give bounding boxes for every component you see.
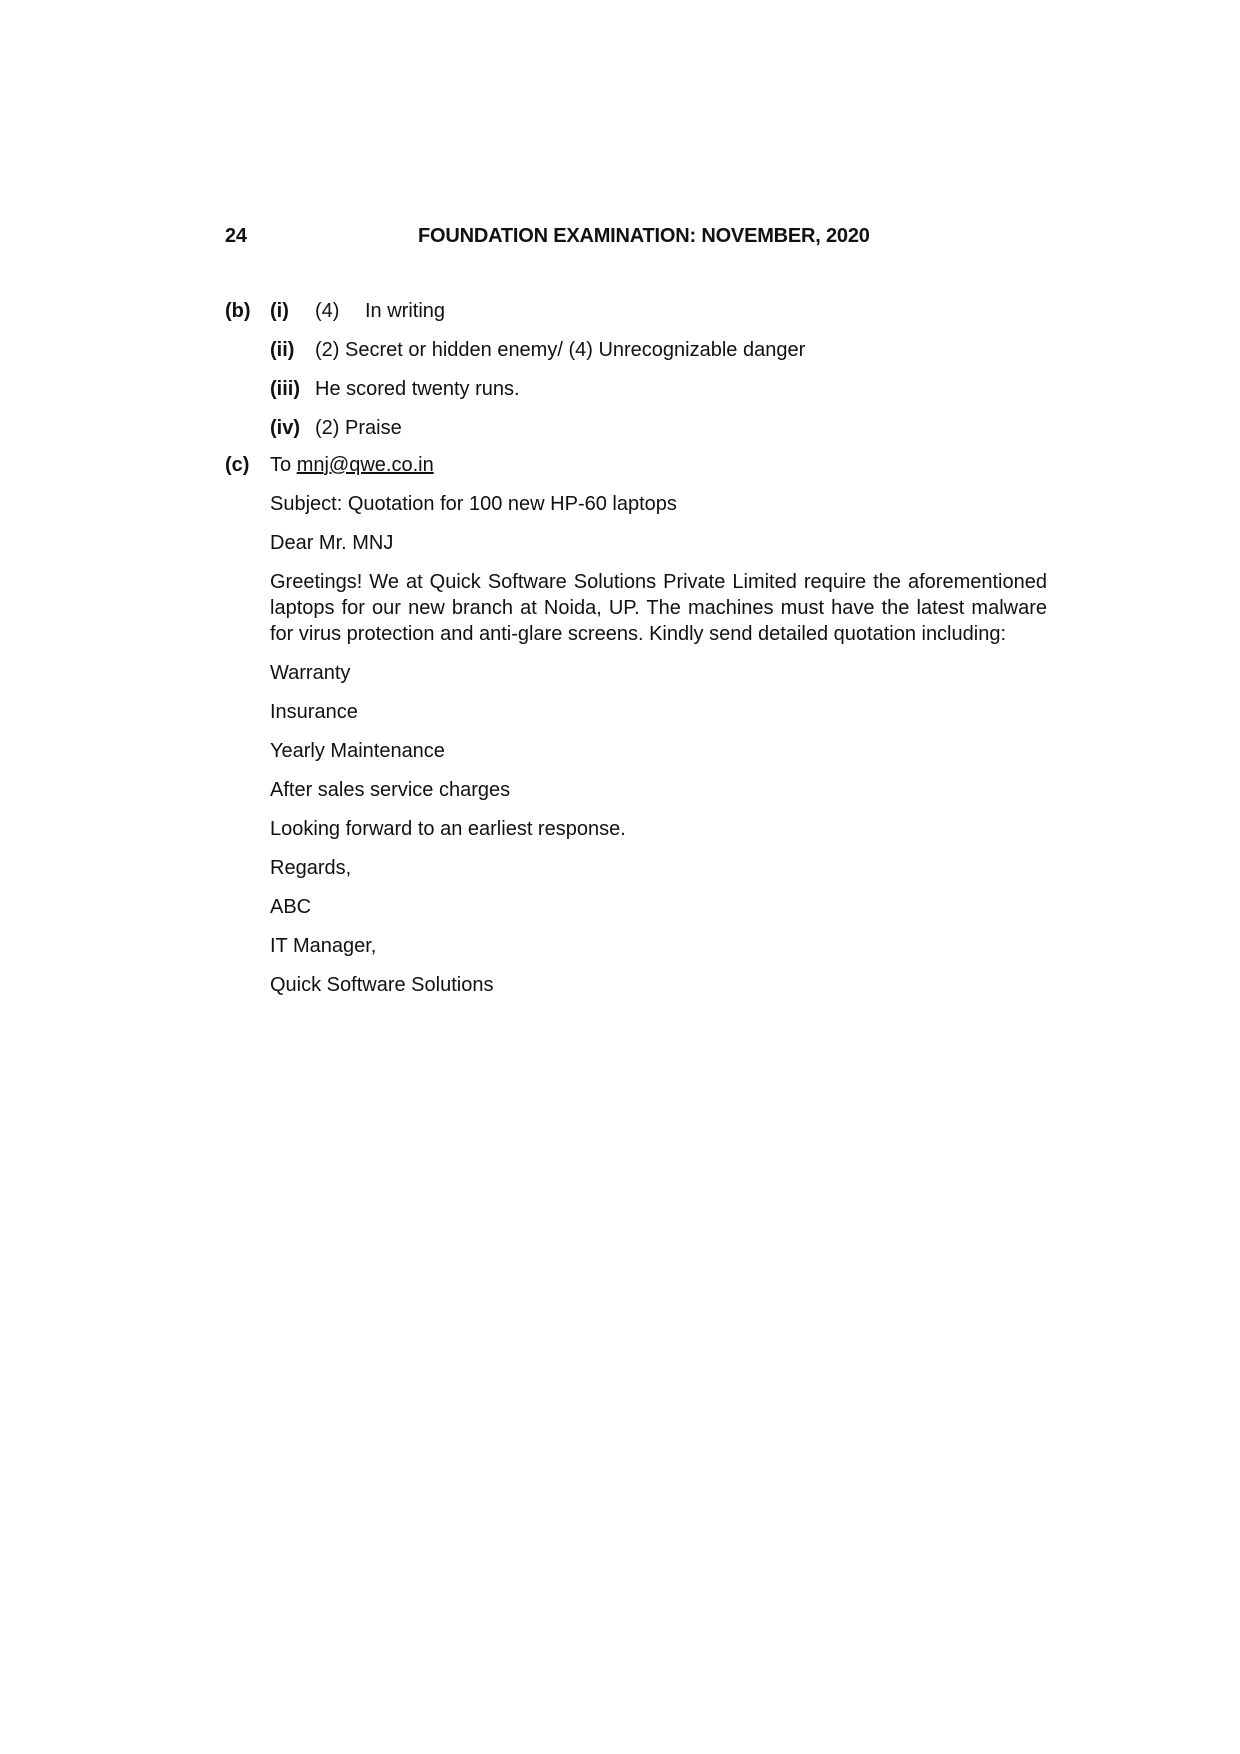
part-b-item-ii (225, 337, 1047, 363)
to-prefix: To (270, 454, 292, 476)
list-item: Warranty (270, 662, 351, 684)
part-c-label: (c) (225, 454, 250, 476)
page-header (225, 225, 1045, 255)
sub-label-ii: (ii) (270, 339, 295, 361)
part-b-item-iv (225, 415, 1047, 441)
part-b-item-iii (225, 376, 1047, 402)
email-link[interactable]: mnj@qwe.co.in (296, 454, 434, 476)
sender-title: IT Manager, (270, 935, 377, 957)
sub-label-i: (i) (270, 300, 289, 322)
answer-text: (2) Secret or hidden enemy/ (4) Unrecognizable danger (315, 339, 806, 361)
part-b-label: (b) (225, 300, 251, 322)
list-item: Insurance (270, 701, 358, 723)
list-item: After sales service charges (270, 779, 511, 801)
option-number: (4) (315, 300, 340, 322)
running-title: FOUNDATION EXAMINATION: NOVEMBER, 2020 (418, 225, 870, 247)
subject-line: Subject: Quotation for 100 new HP-60 laptops (270, 493, 677, 515)
part-b-item-i (225, 298, 1047, 324)
sub-label-iv: (iv) (270, 417, 300, 439)
answer-text: He scored twenty runs. (315, 378, 520, 400)
letter-body: Greetings! We at Quick Software Solutions Private Limited require the aforementioned laptops for our new branch at Noida, UP. The machines must have the latest malware for virus protection and anti-glare screens. Kindly send detailed quotation including: (270, 571, 1047, 645)
closing-line: Looking forward to an earliest response. (270, 818, 626, 840)
answer-text: (2) Praise (315, 417, 402, 439)
salutation: Dear Mr. MNJ (270, 532, 394, 554)
part-c-to-line (225, 452, 1047, 478)
regards: Regards, (270, 857, 352, 879)
sender-company: Quick Software Solutions (270, 974, 494, 996)
list-item: Yearly Maintenance (270, 740, 445, 762)
answer-text: In writing (365, 300, 446, 322)
sub-label-iii: (iii) (270, 378, 300, 400)
page-number: 24 (225, 225, 247, 247)
sender-name: ABC (270, 896, 312, 918)
answer-content (225, 298, 1047, 998)
